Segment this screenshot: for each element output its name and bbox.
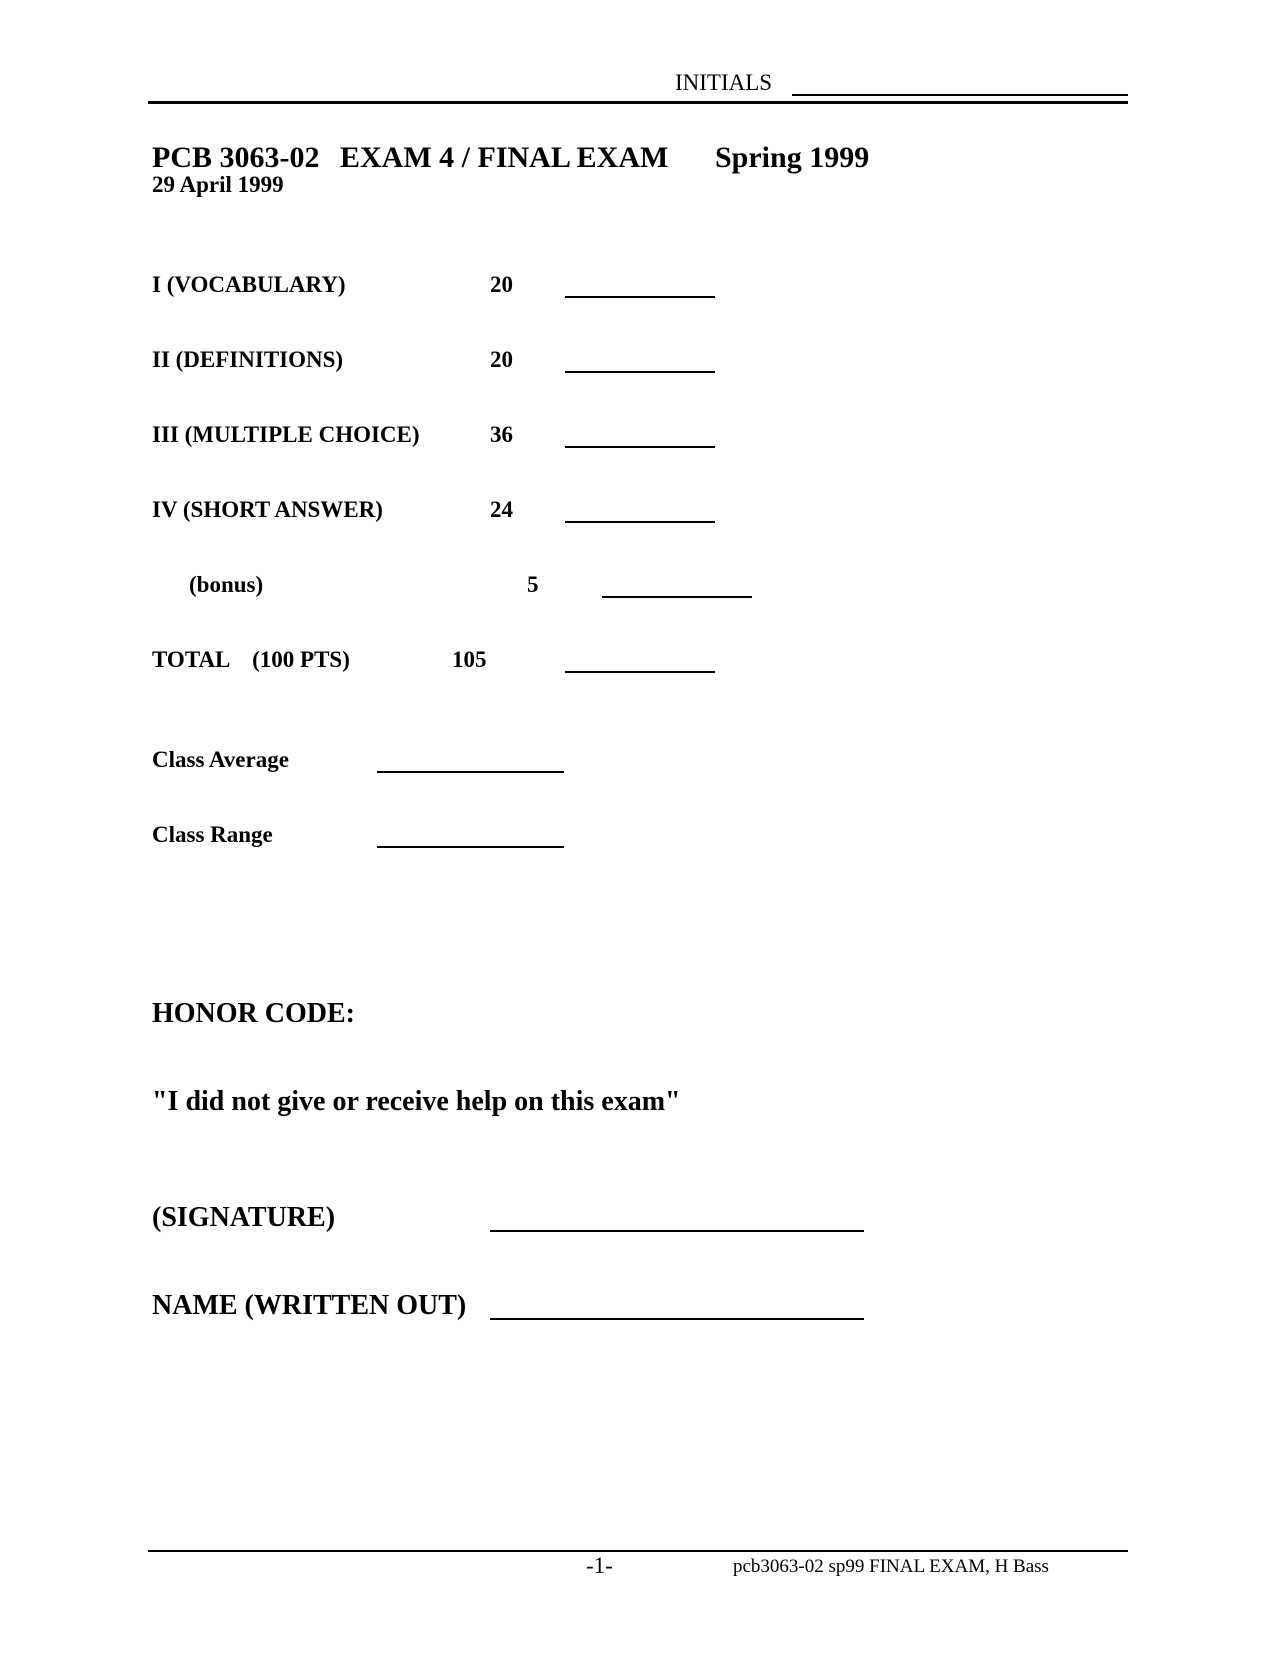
section-vocabulary-score-blank[interactable] [565,296,715,298]
section-vocabulary-points: 20 [490,272,513,297]
section-vocabulary-label: I (VOCABULARY) [152,272,346,297]
exam-term: Spring 1999 [715,141,870,174]
page-number: -1- [586,1553,613,1578]
name-written-out-label: NAME (WRITTEN OUT) [152,1290,467,1321]
section-multiple-choice-points: 36 [490,422,513,447]
section-multiple-choice-score-blank[interactable] [565,446,715,448]
section-bonus-points: 5 [527,572,539,597]
section-bonus-label: (bonus) [189,572,264,597]
section-definitions-label: II (DEFINITIONS) [152,347,344,372]
honor-code-statement: "I did not give or receive help on this exam" [152,1086,681,1117]
class-average-blank[interactable] [377,771,564,773]
document-identifier: pcb3063-02 sp99 FINAL EXAM, H Bass [733,1556,1049,1577]
class-range-blank[interactable] [377,846,564,848]
section-short-answer-score-blank[interactable] [565,521,715,523]
class-average-label: Class Average [152,747,289,772]
course-code: PCB 3063-02 [152,141,320,174]
section-multiple-choice-label: III (MULTIPLE CHOICE) [152,422,420,447]
initials-label: INITIALS [675,70,773,95]
total-label: TOTAL (100 PTS) [152,647,350,672]
signature-blank[interactable] [490,1230,864,1232]
footer-rule [148,1550,1128,1552]
exam-date: 29 April 1999 [152,172,284,197]
section-definitions-points: 20 [490,347,513,372]
section-bonus-score-blank[interactable] [602,596,752,598]
initials-blank[interactable] [792,94,1128,96]
exam-name: EXAM 4 / FINAL EXAM [340,141,669,174]
total-points: 105 [452,647,487,672]
signature-label: (SIGNATURE) [152,1202,336,1233]
header-rule [148,101,1128,104]
section-short-answer-points: 24 [490,497,513,522]
honor-code-title: HONOR CODE: [152,998,355,1029]
total-score-blank[interactable] [565,671,715,673]
name-written-out-blank[interactable] [490,1318,864,1320]
class-range-label: Class Range [152,822,273,847]
section-definitions-score-blank[interactable] [565,371,715,373]
section-short-answer-label: IV (SHORT ANSWER) [152,497,383,522]
